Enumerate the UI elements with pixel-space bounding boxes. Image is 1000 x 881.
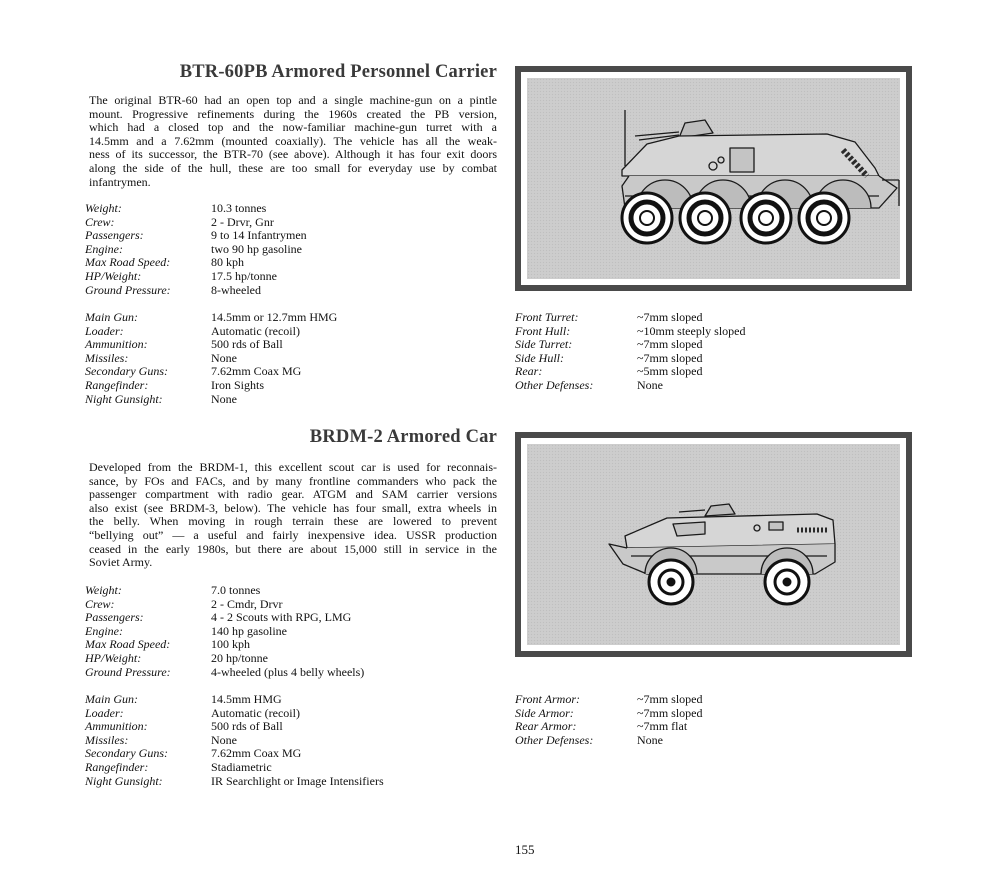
spec-row (85, 707, 384, 721)
spec-label: Secondary Guns: (85, 364, 168, 379)
spec-label: Crew: (85, 596, 115, 611)
spec-label: Engine: (85, 241, 123, 256)
armor-value: ~5mm sloped (637, 364, 703, 379)
spec-value: IR Searchlight or Image Intensifiers (211, 773, 384, 788)
spec-row (85, 325, 337, 339)
spec-value: None (211, 350, 237, 365)
armor-label: Side Turret: (515, 337, 573, 352)
spec-row (85, 625, 364, 639)
btr-armor-table (515, 311, 745, 393)
desc-line: which had a closed top and the now-familiar machine-gun turret with a (89, 120, 497, 135)
spec-label: Rangefinder: (85, 377, 149, 392)
desc-line: The original BTR-60 had an open top and a single machine-gun on a pintle (89, 93, 497, 107)
brdm-armor-table (515, 693, 703, 747)
brdm-specs-table (85, 584, 364, 679)
spec-label: Loader: (85, 323, 124, 338)
desc-line: Soviet Army. (89, 555, 153, 570)
spec-label: Ground Pressure: (85, 282, 171, 297)
desc-line: ness of its successor, the BTR-70 (see above). Although it has four exit doors (89, 147, 497, 162)
armor-label: Front Turret: (515, 310, 579, 324)
spec-row (85, 611, 364, 625)
armor-row (515, 338, 745, 352)
spec-row (85, 720, 384, 734)
spec-row (85, 338, 337, 352)
spec-row (85, 598, 364, 612)
spec-row (85, 229, 307, 243)
armor-value: None (637, 377, 663, 392)
armor-row (515, 720, 703, 734)
desc-line: mount. Progressive refinements during the 1960s created the PB version, (89, 106, 497, 121)
brdm-description (89, 461, 497, 570)
spec-label: Night Gunsight: (85, 391, 163, 406)
armor-label: Front Armor: (515, 692, 581, 706)
armor-row (515, 311, 745, 325)
btr-title: BTR-60PB Armored Personnel Carrier (179, 62, 497, 82)
brdm-weapons-table (85, 693, 384, 788)
armor-label: Rear Armor: (515, 719, 577, 734)
spec-label: Max Road Speed: (85, 255, 171, 270)
armor-row (515, 352, 745, 366)
btr-weapons-table (85, 311, 337, 406)
spec-value: two 90 hp gasoline (211, 241, 302, 256)
armor-label: Side Hull: (515, 350, 564, 365)
spec-value: 20 hp/tonne (211, 650, 268, 665)
brdm-illustration-plate (515, 432, 912, 657)
spec-row (85, 284, 307, 298)
spec-row (85, 666, 364, 680)
armor-row (515, 365, 745, 379)
spec-row (85, 584, 364, 598)
spec-value: Automatic (recoil) (211, 323, 300, 338)
armor-value: ~7mm sloped (637, 705, 703, 720)
desc-line: also exist (see BRDM-3, below). The vehicle has four small, extra wheels in (89, 500, 497, 515)
page-number: 155 (515, 842, 535, 857)
spec-row (85, 270, 307, 284)
spec-label: Loader: (85, 705, 124, 720)
spec-label: Weight: (85, 201, 122, 215)
spec-label: Main Gun: (85, 310, 138, 324)
armor-value: ~7mm flat (637, 719, 688, 734)
desc-line: along the side of the hull, these are too small for everyday use by combat (89, 160, 497, 175)
spec-row (85, 747, 384, 761)
brdm-illustration (527, 444, 900, 645)
spec-row (85, 775, 384, 789)
spec-label: Ground Pressure: (85, 664, 171, 679)
spec-label: Passengers: (85, 228, 144, 243)
spec-value: 7.62mm Coax MG (211, 746, 302, 761)
spec-value: 140 hp gasoline (211, 623, 287, 638)
desc-line: Developed from the BRDM-1, this excellent scout car is used for reconnais- (89, 460, 497, 474)
btr-illustration (527, 78, 900, 279)
desc-line: sance, by FOs and FACs, and by many frontline commanders who pack the (89, 473, 497, 488)
spec-value: None (211, 391, 237, 406)
spec-value: 17.5 hp/tonne (211, 268, 277, 283)
spec-row (85, 693, 384, 707)
armor-row (515, 379, 745, 393)
armor-value: ~7mm sloped (637, 692, 703, 706)
spec-value: 2 - Cmdr, Drvr (211, 596, 283, 611)
spec-label: HP/Weight: (85, 650, 142, 665)
spec-row (85, 761, 384, 775)
spec-value: Iron Sights (211, 377, 265, 392)
spec-label: Weight: (85, 583, 122, 597)
spec-value: 7.0 tonnes (211, 583, 261, 597)
spec-value: 8-wheeled (211, 282, 261, 297)
spec-row (85, 365, 337, 379)
spec-value: 500 rds of Ball (211, 719, 283, 734)
desc-line: infantrymen. (89, 174, 151, 189)
armor-label: Front Hull: (515, 323, 571, 338)
spec-label: Ammunition: (85, 719, 148, 734)
btr-description (89, 94, 497, 189)
spec-row (85, 652, 364, 666)
desc-line: 14.5mm and a 7.62mm (mounted coaxially). The vehicle has all the weak- (89, 133, 497, 148)
spec-value: 10.3 tonnes (211, 201, 267, 215)
desc-line: passenger compartment with radio gear. ATGM and SAM carrier versions (89, 487, 497, 502)
desc-line: the belly. When moving in rough terrain these are lowered to prevent (89, 514, 497, 529)
armor-row (515, 734, 703, 748)
spec-row (85, 256, 307, 270)
spec-label: Max Road Speed: (85, 637, 171, 652)
spec-label: HP/Weight: (85, 268, 142, 283)
spec-value: 2 - Drvr, Gnr (211, 214, 274, 229)
spec-value: 500 rds of Ball (211, 337, 283, 352)
armor-row (515, 325, 745, 339)
spec-value: 7.62mm Coax MG (211, 364, 302, 379)
spec-value: None (211, 732, 237, 747)
spec-label: Missiles: (85, 350, 129, 365)
spec-value: 4 - 2 Scouts with RPG, LMG (211, 610, 352, 625)
spec-label: Rangefinder: (85, 759, 149, 774)
armor-value: ~7mm sloped (637, 350, 703, 365)
armor-row (515, 707, 703, 721)
spec-label: Night Gunsight: (85, 773, 163, 788)
spec-value: 14.5mm HMG (211, 692, 282, 706)
spec-label: Secondary Guns: (85, 746, 168, 761)
spec-value: Automatic (recoil) (211, 705, 300, 720)
armor-value: ~7mm sloped (637, 337, 703, 352)
btr-illustration-plate (515, 66, 912, 291)
armor-label: Other Defenses: (515, 377, 594, 392)
brdm-vehicle-drawing (527, 444, 900, 645)
spec-value: Stadiametric (211, 759, 272, 774)
armor-label: Other Defenses: (515, 732, 594, 747)
armor-row (515, 693, 703, 707)
spec-row (85, 216, 307, 230)
btr-vehicle-drawing (527, 78, 900, 279)
brdm-title: BRDM-2 Armored Car (309, 427, 497, 447)
desc-line: ceased in the early 1980s, but there are about 15,000 still in service in the (89, 541, 497, 556)
spec-label: Missiles: (85, 732, 129, 747)
spec-label: Passengers: (85, 610, 144, 625)
spec-label: Ammunition: (85, 337, 148, 352)
spec-row (85, 311, 337, 325)
btr-specs-table (85, 202, 307, 297)
spec-row (85, 202, 307, 216)
spec-label: Engine: (85, 623, 123, 638)
spec-row (85, 638, 364, 652)
armor-value: ~7mm sloped (637, 310, 703, 324)
spec-row (85, 243, 307, 257)
spec-row (85, 352, 337, 366)
spec-value: 4-wheeled (plus 4 belly wheels) (211, 664, 365, 679)
armor-label: Side Armor: (515, 705, 574, 720)
armor-value: ~10mm steeply sloped (637, 323, 746, 338)
spec-row (85, 734, 384, 748)
armor-value: None (637, 732, 663, 747)
spec-row (85, 379, 337, 393)
spec-label: Main Gun: (85, 692, 138, 706)
armor-label: Rear: (515, 364, 543, 379)
spec-value: 80 kph (211, 255, 244, 270)
spec-row (85, 393, 337, 407)
spec-value: 100 kph (211, 637, 250, 652)
spec-label: Crew: (85, 214, 115, 229)
spec-value: 9 to 14 Infantrymen (211, 228, 307, 243)
desc-line: “bellying out” — a useful and fairly inexpensive idea. USSR production (89, 527, 497, 542)
spec-value: 14.5mm or 12.7mm HMG (211, 310, 338, 324)
